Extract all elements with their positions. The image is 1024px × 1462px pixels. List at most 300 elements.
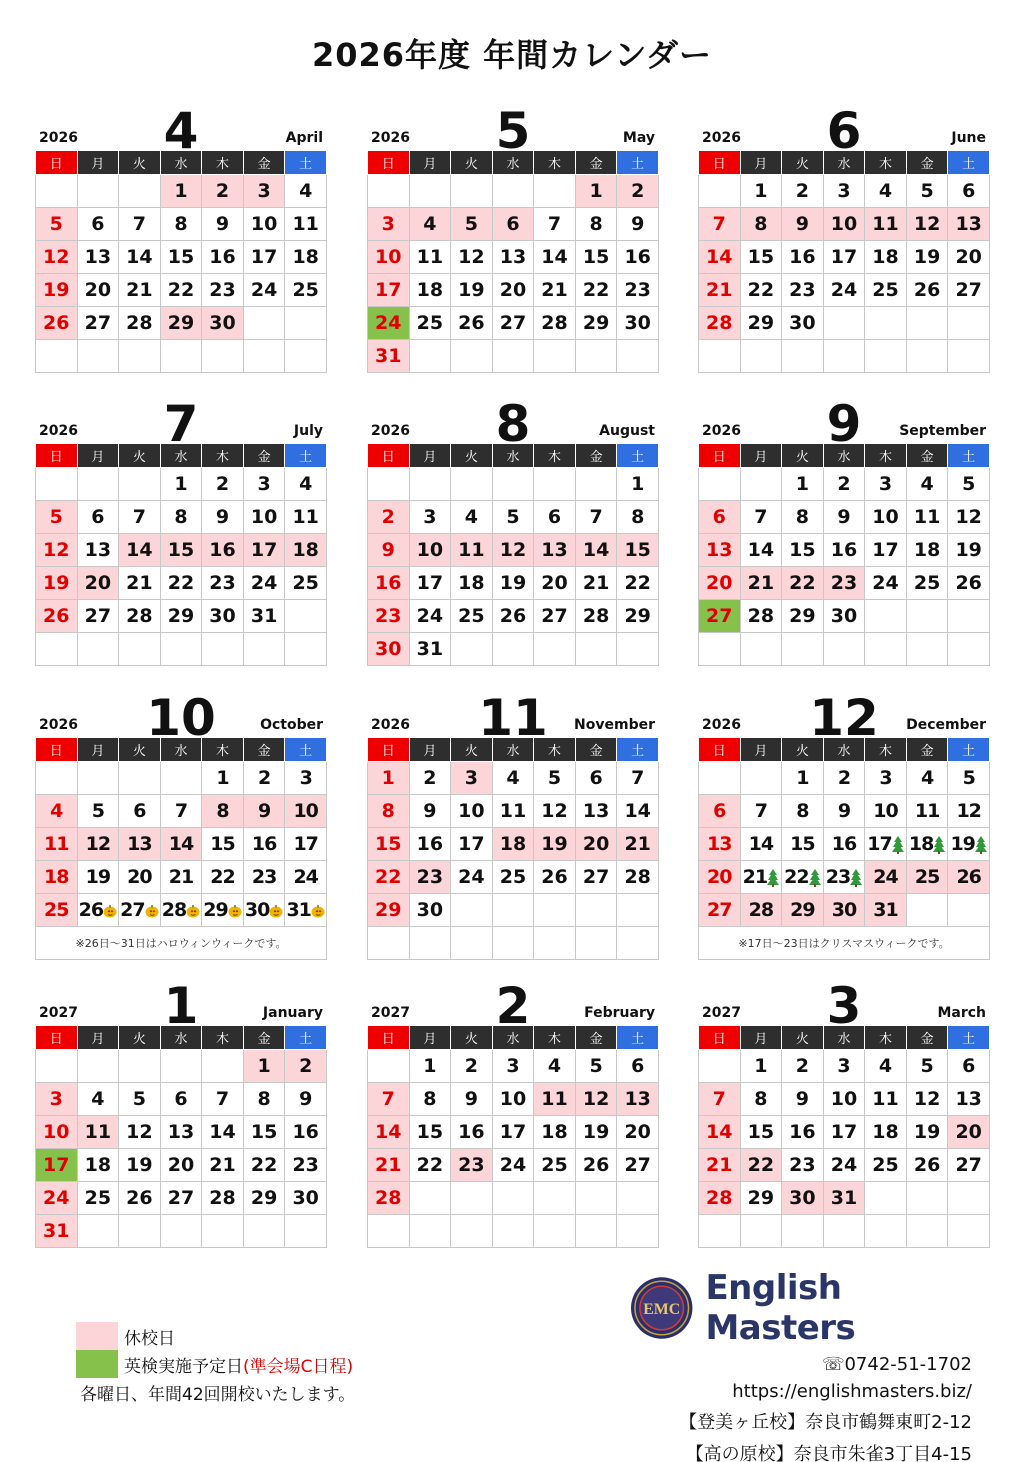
empty-cell [119, 1050, 161, 1083]
day-cell: 29 [740, 1182, 782, 1215]
month-number: 2 [495, 977, 531, 1035]
month-june [698, 96, 990, 373]
day-cell: 29 [617, 600, 659, 633]
day-cell: 4 [285, 175, 327, 208]
empty-cell [575, 1215, 617, 1248]
empty-cell [534, 1215, 576, 1248]
empty-cell [243, 633, 285, 666]
day-cell: 25 [451, 600, 493, 633]
weekday-header: 木 [534, 151, 576, 175]
day-cell: 15 [782, 828, 824, 861]
day-cell: 21 [575, 567, 617, 600]
day-cell: 12 [451, 241, 493, 274]
day-cell: 26 [77, 894, 119, 927]
empty-cell [451, 1215, 493, 1248]
empty-cell [906, 340, 948, 373]
empty-cell [865, 340, 907, 373]
day-cell: 19 [451, 274, 493, 307]
empty-cell [906, 307, 948, 340]
empty-cell [492, 1215, 534, 1248]
day-cell: 29 [160, 600, 202, 633]
month-year: 2026 [371, 423, 410, 439]
empty-cell [451, 927, 493, 960]
empty-cell [575, 340, 617, 373]
day-cell: 24 [823, 1149, 865, 1182]
empty-cell [243, 307, 285, 340]
month-header [35, 389, 327, 453]
day-cell: 30 [782, 307, 824, 340]
day-cell: 3 [823, 1050, 865, 1083]
day-cell: 7 [534, 208, 576, 241]
day-cell: 30 [409, 894, 451, 927]
day-cell: 28 [119, 307, 161, 340]
empty-cell [409, 175, 451, 208]
weekday-header: 水 [492, 1026, 534, 1050]
weekday-header: 日 [699, 1026, 741, 1050]
empty-cell [948, 633, 990, 666]
day-cell: 19 [492, 567, 534, 600]
holiday-swatch [76, 1322, 118, 1350]
pumpkin-icon [311, 904, 325, 918]
day-cell: 22 [409, 1149, 451, 1182]
day-cell: 6 [948, 175, 990, 208]
month-year: 2026 [371, 717, 410, 733]
day-cell: 23 [782, 274, 824, 307]
empty-cell [699, 468, 741, 501]
day-cell: 19 [36, 274, 78, 307]
day-cell: 1 [740, 175, 782, 208]
empty-cell [77, 633, 119, 666]
day-cell: 3 [865, 762, 907, 795]
day-cell: 2 [782, 175, 824, 208]
day-cell: 5 [906, 175, 948, 208]
day-cell: 15 [575, 241, 617, 274]
day-cell: 9 [285, 1083, 327, 1116]
day-cell: 27 [699, 600, 741, 633]
weekday-header: 日 [368, 151, 410, 175]
empty-cell [202, 1215, 244, 1248]
day-cell: 30 [617, 307, 659, 340]
day-cell: 29 [782, 894, 824, 927]
day-cell: 7 [202, 1083, 244, 1116]
day-cell: 25 [285, 274, 327, 307]
day-cell: 23 [243, 861, 285, 894]
month-name: July [293, 423, 323, 439]
day-cell: 24 [36, 1182, 78, 1215]
day-cell: 27 [492, 307, 534, 340]
weekday-header: 土 [948, 444, 990, 468]
weekday-header: 月 [77, 738, 119, 762]
day-cell: 21 [699, 1149, 741, 1182]
day-cell: 27 [699, 894, 741, 927]
weekday-header: 火 [451, 151, 493, 175]
empty-cell [906, 1215, 948, 1248]
day-cell: 16 [368, 567, 410, 600]
day-cell: 1 [740, 1050, 782, 1083]
day-cell: 12 [492, 534, 534, 567]
day-cell: 7 [699, 208, 741, 241]
day-cell: 16 [451, 1116, 493, 1149]
day-cell: 20 [575, 828, 617, 861]
month-header [35, 96, 327, 160]
day-cell: 12 [77, 828, 119, 861]
day-cell: 10 [368, 241, 410, 274]
empty-cell [823, 340, 865, 373]
empty-cell [492, 1182, 534, 1215]
month-name: April [285, 130, 323, 146]
day-cell: 18 [865, 1116, 907, 1149]
day-cell: 28 [740, 600, 782, 633]
empty-cell [948, 340, 990, 373]
day-cell: 7 [740, 795, 782, 828]
day-cell: 15 [782, 534, 824, 567]
day-cell: 31 [823, 1182, 865, 1215]
month-header [367, 96, 659, 160]
day-cell: 22 [782, 567, 824, 600]
day-cell: 9 [202, 208, 244, 241]
day-cell: 16 [782, 241, 824, 274]
website-link[interactable]: https://englishmasters.biz/ [732, 1381, 972, 1402]
month-number: 8 [495, 395, 531, 453]
weekday-header: 金 [575, 1026, 617, 1050]
weekday-header: 火 [782, 1026, 824, 1050]
month-table [367, 737, 659, 960]
day-cell: 9 [202, 501, 244, 534]
day-cell: 26 [492, 600, 534, 633]
day-cell: 1 [617, 468, 659, 501]
weekday-header: 日 [699, 151, 741, 175]
day-cell: 11 [865, 1083, 907, 1116]
day-cell: 5 [36, 208, 78, 241]
month-header [367, 683, 659, 747]
day-cell: 23 [285, 1149, 327, 1182]
empty-cell [160, 1215, 202, 1248]
weekday-header: 月 [77, 1026, 119, 1050]
month-september [698, 389, 990, 666]
empty-cell [699, 175, 741, 208]
day-cell: 22 [617, 567, 659, 600]
logo-row [630, 1268, 1000, 1348]
weekday-header: 水 [160, 151, 202, 175]
day-cell: 27 [77, 600, 119, 633]
day-cell: 21 [617, 828, 659, 861]
day-cell: 4 [865, 175, 907, 208]
empty-cell [202, 1050, 244, 1083]
day-cell: 19 [948, 828, 990, 861]
day-cell: 19 [534, 828, 576, 861]
empty-cell [409, 927, 451, 960]
day-cell: 2 [409, 762, 451, 795]
day-cell: 7 [160, 795, 202, 828]
day-cell: 24 [243, 567, 285, 600]
day-cell: 17 [865, 828, 907, 861]
month-name: September [899, 423, 986, 439]
empty-cell [823, 307, 865, 340]
month-january [35, 971, 327, 1248]
day-cell: 18 [77, 1149, 119, 1182]
weekday-header: 月 [740, 738, 782, 762]
empty-cell [492, 894, 534, 927]
month-number: 1 [163, 977, 199, 1035]
day-cell: 22 [740, 274, 782, 307]
empty-cell [285, 1215, 327, 1248]
day-cell: 11 [285, 501, 327, 534]
day-cell: 8 [368, 795, 410, 828]
weekday-header: 木 [534, 1026, 576, 1050]
day-cell: 8 [740, 1083, 782, 1116]
day-cell: 18 [865, 241, 907, 274]
weekday-header: 土 [285, 738, 327, 762]
day-cell: 9 [451, 1083, 493, 1116]
empty-cell [575, 633, 617, 666]
day-cell: 31 [409, 633, 451, 666]
empty-cell [202, 340, 244, 373]
month-name: December [906, 717, 986, 733]
weekday-header: 日 [699, 444, 741, 468]
day-cell: 15 [740, 241, 782, 274]
weekday-header: 水 [823, 444, 865, 468]
day-cell: 9 [409, 795, 451, 828]
day-cell: 5 [906, 1050, 948, 1083]
day-cell: 24 [451, 861, 493, 894]
day-cell: 5 [948, 468, 990, 501]
month-number: 9 [826, 395, 862, 453]
day-cell: 16 [617, 241, 659, 274]
month-name: November [574, 717, 655, 733]
day-cell: 6 [575, 762, 617, 795]
day-cell: 3 [823, 175, 865, 208]
empty-cell [451, 340, 493, 373]
weekday-header: 月 [409, 444, 451, 468]
empty-cell [617, 340, 659, 373]
weekday-header: 金 [575, 444, 617, 468]
day-cell: 12 [906, 208, 948, 241]
empty-cell [534, 175, 576, 208]
day-cell: 8 [575, 208, 617, 241]
day-cell: 30 [285, 1182, 327, 1215]
day-cell: 28 [119, 600, 161, 633]
day-cell: 7 [740, 501, 782, 534]
day-cell: 18 [906, 828, 948, 861]
day-cell: 27 [617, 1149, 659, 1182]
empty-cell [948, 1215, 990, 1248]
day-cell: 4 [451, 501, 493, 534]
day-cell: 24 [865, 861, 907, 894]
day-cell: 21 [368, 1149, 410, 1182]
weekday-header: 火 [451, 738, 493, 762]
day-cell: 26 [534, 861, 576, 894]
day-cell: 5 [77, 795, 119, 828]
month-year: 2026 [702, 423, 741, 439]
day-cell: 12 [36, 241, 78, 274]
day-cell: 29 [160, 307, 202, 340]
empty-cell [906, 633, 948, 666]
day-cell: 27 [77, 307, 119, 340]
weekday-header: 木 [534, 444, 576, 468]
day-cell: 9 [782, 1083, 824, 1116]
address-takanohara: 【高の原校】奈良市朱雀3丁目4-15 [685, 1444, 972, 1462]
day-cell: 10 [823, 208, 865, 241]
day-cell: 20 [492, 274, 534, 307]
day-cell: 8 [617, 501, 659, 534]
day-cell: 28 [534, 307, 576, 340]
day-cell: 29 [368, 894, 410, 927]
month-november [367, 683, 659, 960]
month-name: June [951, 130, 986, 146]
day-cell: 8 [243, 1083, 285, 1116]
empty-cell [906, 600, 948, 633]
day-cell: 26 [575, 1149, 617, 1182]
weekday-header: 水 [160, 1026, 202, 1050]
logo-text: EMC [643, 1300, 681, 1318]
day-cell: 25 [77, 1182, 119, 1215]
day-cell: 2 [782, 1050, 824, 1083]
empty-cell [77, 762, 119, 795]
empty-cell [77, 1215, 119, 1248]
day-cell: 25 [409, 307, 451, 340]
empty-cell [492, 175, 534, 208]
day-cell: 21 [119, 567, 161, 600]
day-cell: 10 [243, 208, 285, 241]
day-cell: 21 [740, 567, 782, 600]
empty-cell [740, 1215, 782, 1248]
weekday-header: 土 [948, 738, 990, 762]
christmas-tree-icon [809, 869, 821, 887]
day-cell: 26 [906, 274, 948, 307]
month-header [698, 389, 990, 453]
month-table [698, 737, 990, 960]
day-cell: 12 [575, 1083, 617, 1116]
month-table [35, 1025, 327, 1248]
day-cell: 17 [285, 828, 327, 861]
month-table [367, 150, 659, 373]
legend [76, 1322, 355, 1405]
empty-cell [906, 1182, 948, 1215]
day-cell: 13 [492, 241, 534, 274]
day-cell: 30 [823, 600, 865, 633]
day-cell: 26 [948, 861, 990, 894]
day-cell: 30 [243, 894, 285, 927]
day-cell: 24 [368, 307, 410, 340]
day-cell: 6 [617, 1050, 659, 1083]
month-header [698, 683, 990, 747]
day-cell: 24 [823, 274, 865, 307]
day-cell: 11 [906, 501, 948, 534]
day-cell: 1 [409, 1050, 451, 1083]
holiday-label: 休校日 [124, 1328, 175, 1349]
empty-cell [699, 1050, 741, 1083]
weekday-header: 月 [409, 151, 451, 175]
weekday-header: 火 [782, 738, 824, 762]
empty-cell [699, 633, 741, 666]
empty-cell [740, 340, 782, 373]
weekday-header: 木 [865, 444, 907, 468]
day-cell: 2 [368, 501, 410, 534]
empty-cell [451, 894, 493, 927]
day-cell: 4 [492, 762, 534, 795]
day-cell: 4 [77, 1083, 119, 1116]
weekday-header: 水 [492, 738, 534, 762]
month-name: August [599, 423, 655, 439]
month-table [35, 443, 327, 666]
weekday-header: 土 [617, 444, 659, 468]
day-cell: 5 [492, 501, 534, 534]
empty-cell [534, 468, 576, 501]
weekday-header: 月 [409, 1026, 451, 1050]
day-cell: 21 [534, 274, 576, 307]
christmas-tree-icon [975, 836, 987, 854]
day-cell: 16 [285, 1116, 327, 1149]
page-title: 2026年度 年間カレンダー [311, 36, 713, 74]
day-cell: 14 [740, 534, 782, 567]
day-cell: 17 [368, 274, 410, 307]
day-cell: 29 [202, 894, 244, 927]
day-cell: 14 [740, 828, 782, 861]
month-header [35, 683, 327, 747]
day-cell: 10 [823, 1083, 865, 1116]
empty-cell [575, 468, 617, 501]
day-cell: 11 [492, 795, 534, 828]
day-cell: 10 [865, 501, 907, 534]
day-cell: 19 [906, 1116, 948, 1149]
day-cell: 26 [948, 567, 990, 600]
month-number: 11 [478, 689, 548, 747]
day-cell: 14 [699, 241, 741, 274]
day-cell: 10 [492, 1083, 534, 1116]
empty-cell [617, 894, 659, 927]
day-cell: 11 [285, 208, 327, 241]
empty-cell [119, 1215, 161, 1248]
day-cell: 27 [575, 861, 617, 894]
brand-block [630, 1268, 1000, 1462]
day-cell: 17 [243, 241, 285, 274]
day-cell: 2 [823, 468, 865, 501]
month-name: May [622, 130, 655, 146]
empty-cell [36, 468, 78, 501]
empty-cell [77, 340, 119, 373]
day-cell: 6 [77, 501, 119, 534]
month-name: January [262, 1005, 323, 1021]
month-header [35, 971, 327, 1035]
weekday-header: 日 [699, 738, 741, 762]
day-cell: 28 [575, 600, 617, 633]
empty-cell [368, 175, 410, 208]
weekday-header: 水 [492, 151, 534, 175]
empty-cell [36, 1050, 78, 1083]
weekday-header: 月 [77, 444, 119, 468]
empty-cell [243, 1215, 285, 1248]
day-cell: 19 [906, 241, 948, 274]
weekday-header: 火 [782, 444, 824, 468]
phone-number: ☏0742-51-1702 [821, 1354, 972, 1375]
empty-cell [368, 927, 410, 960]
day-cell: 20 [948, 241, 990, 274]
weekday-header: 土 [285, 444, 327, 468]
empty-cell [285, 600, 327, 633]
month-year: 2027 [371, 1005, 410, 1021]
day-cell: 11 [865, 208, 907, 241]
month-table [698, 150, 990, 373]
weekday-header: 日 [368, 738, 410, 762]
day-cell: 27 [948, 1149, 990, 1182]
day-cell: 17 [243, 534, 285, 567]
weekday-header: 火 [119, 151, 161, 175]
day-cell: 23 [823, 861, 865, 894]
empty-cell [534, 633, 576, 666]
day-cell: 24 [285, 861, 327, 894]
day-cell: 5 [575, 1050, 617, 1083]
day-cell: 31 [36, 1215, 78, 1248]
